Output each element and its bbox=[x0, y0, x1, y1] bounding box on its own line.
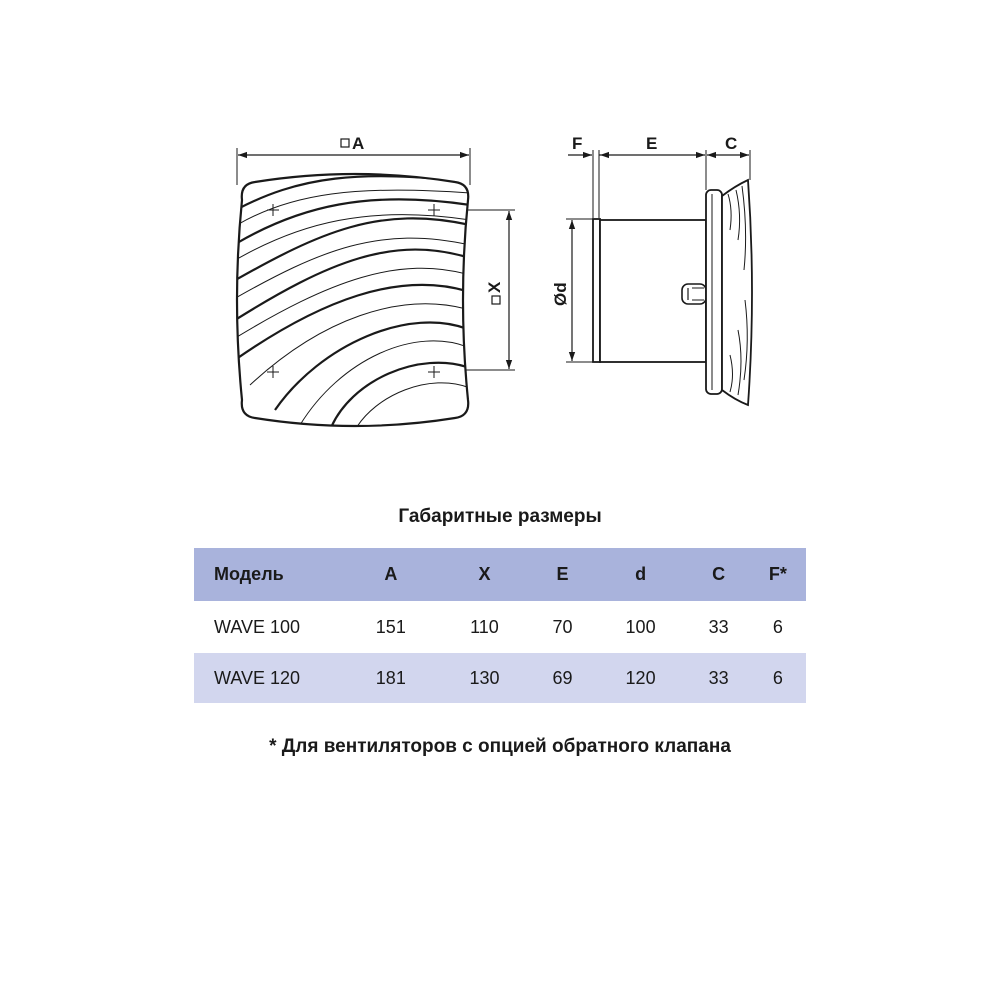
table-cell: 33 bbox=[708, 616, 729, 637]
label-x: X bbox=[485, 281, 504, 293]
header-cell: E bbox=[556, 564, 569, 584]
header-cell: d bbox=[635, 564, 647, 584]
header-cell: A bbox=[384, 564, 398, 584]
table-cell: 6 bbox=[772, 667, 783, 688]
spigot bbox=[593, 219, 600, 362]
side-view bbox=[551, 134, 752, 405]
header-cell: Модель bbox=[214, 564, 284, 584]
table-cell: 6 bbox=[772, 616, 783, 637]
table-title: Габаритные размеры bbox=[398, 506, 602, 527]
label-d: Ød bbox=[551, 282, 570, 306]
table-cell: 120 bbox=[625, 667, 656, 688]
label-c: C bbox=[725, 134, 738, 153]
header-cell: C bbox=[712, 564, 726, 584]
label-a: A bbox=[352, 134, 365, 153]
header-cell: X bbox=[478, 564, 491, 584]
table-cell: 70 bbox=[552, 616, 573, 637]
table-cell: 130 bbox=[469, 667, 500, 688]
footnote: * Для вентиляторов с опцией обратного клапана bbox=[269, 736, 731, 757]
table-header-row bbox=[194, 548, 806, 601]
table-cell: WAVE 120 bbox=[214, 667, 301, 688]
square-symbol-x bbox=[492, 296, 500, 304]
connector bbox=[682, 284, 706, 304]
table-cell: 110 bbox=[470, 616, 499, 637]
table-cell: 33 bbox=[708, 667, 729, 688]
front-view bbox=[232, 134, 515, 430]
dimensions-table bbox=[194, 548, 806, 703]
table-cell: 151 bbox=[375, 616, 406, 637]
front-cover bbox=[722, 180, 752, 405]
table-row bbox=[194, 601, 806, 653]
table-cell: 181 bbox=[375, 667, 406, 688]
table-cell: 100 bbox=[625, 616, 656, 637]
label-f: F bbox=[572, 134, 583, 153]
header-cell: F* bbox=[768, 564, 787, 584]
table-row bbox=[194, 653, 806, 703]
table-cell: 69 bbox=[552, 667, 573, 688]
flange bbox=[706, 190, 722, 394]
table-cell: WAVE 100 bbox=[214, 616, 301, 637]
square-symbol-a bbox=[341, 139, 349, 147]
label-e: E bbox=[646, 134, 658, 153]
